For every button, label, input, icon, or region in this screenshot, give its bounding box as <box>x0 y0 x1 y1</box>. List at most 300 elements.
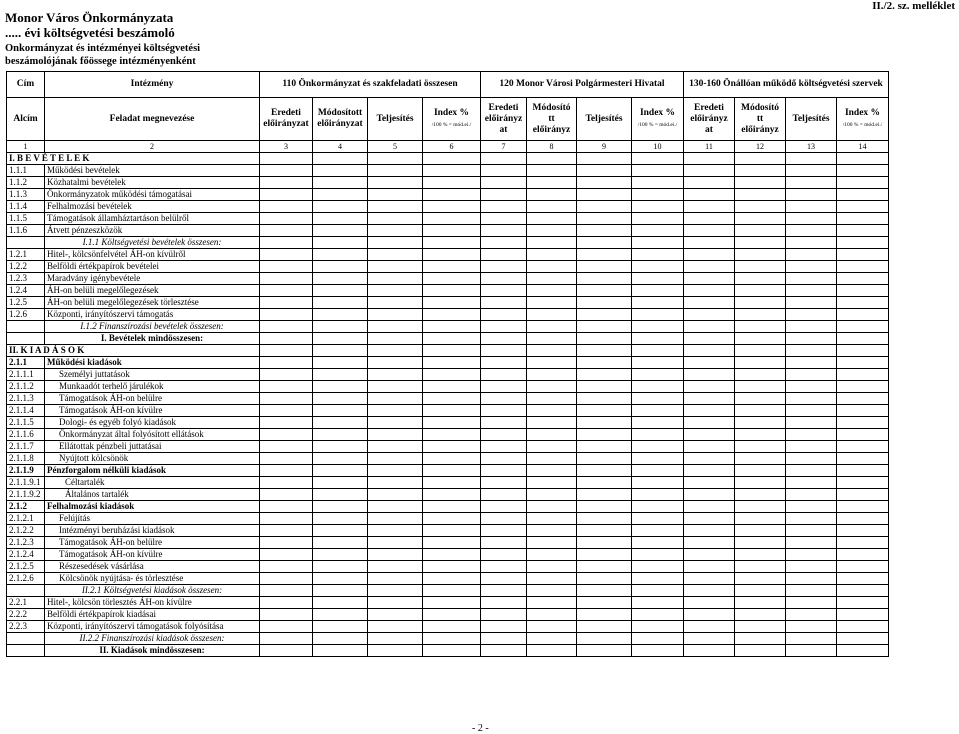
value-cell <box>481 165 527 177</box>
value-cell <box>632 165 684 177</box>
value-cell <box>423 405 481 417</box>
column-number: 13 <box>786 141 837 153</box>
value-cell <box>577 453 632 465</box>
value-cell <box>313 273 368 285</box>
value-cell <box>368 609 423 621</box>
value-cell <box>735 345 786 357</box>
row-name: Felhalmozási bevételek <box>45 201 260 213</box>
table-row <box>7 237 889 249</box>
column-number: 14 <box>837 141 889 153</box>
table-row <box>7 153 889 165</box>
value-cell <box>837 501 889 513</box>
value-cell <box>260 177 313 189</box>
value-cell <box>481 537 527 549</box>
g2-eredeti: Eredeti előirányz at <box>481 98 527 141</box>
value-cell <box>786 321 837 333</box>
row-code <box>7 321 45 333</box>
value-cell <box>481 213 527 225</box>
row-name: Támogatások ÁH-on belülre <box>45 393 260 405</box>
value-cell <box>313 429 368 441</box>
value-cell <box>684 153 735 165</box>
value-cell <box>735 357 786 369</box>
value-cell <box>577 549 632 561</box>
value-cell <box>632 573 684 585</box>
row-name: II. Kiadások mindösszesen: <box>45 645 260 657</box>
value-cell <box>527 549 577 561</box>
value-cell <box>527 597 577 609</box>
value-cell <box>684 309 735 321</box>
value-cell <box>632 189 684 201</box>
value-cell <box>577 273 632 285</box>
value-cell <box>260 645 313 657</box>
row-name: II.2.2 Finanszírozási kiadások összesen: <box>45 633 260 645</box>
value-cell <box>684 501 735 513</box>
row-code: 1.1.6 <box>7 225 45 237</box>
value-cell <box>786 297 837 309</box>
value-cell <box>837 537 889 549</box>
value-cell <box>313 537 368 549</box>
g3-teljesites: Teljesítés <box>786 98 837 141</box>
value-cell <box>368 465 423 477</box>
value-cell <box>837 429 889 441</box>
value-cell <box>260 393 313 405</box>
table-row <box>7 345 889 357</box>
value-cell <box>527 585 577 597</box>
value-cell <box>423 321 481 333</box>
value-cell <box>368 285 423 297</box>
value-cell <box>313 489 368 501</box>
value-cell <box>260 477 313 489</box>
value-cell <box>632 225 684 237</box>
value-cell <box>577 537 632 549</box>
value-cell <box>527 177 577 189</box>
value-cell <box>577 405 632 417</box>
value-cell <box>527 261 577 273</box>
value-cell <box>527 297 577 309</box>
table-row <box>7 477 889 489</box>
page-number: - 2 - <box>472 723 489 734</box>
group-120: 120 Monor Városi Polgármesteri Hivatal <box>481 72 684 98</box>
value-cell <box>527 225 577 237</box>
value-cell <box>423 297 481 309</box>
value-cell <box>837 297 889 309</box>
value-cell <box>368 429 423 441</box>
value-cell <box>837 405 889 417</box>
value-cell <box>684 177 735 189</box>
value-cell <box>786 621 837 633</box>
row-name: Részesedések vásárlása <box>45 561 260 573</box>
value-cell <box>577 621 632 633</box>
value-cell <box>313 177 368 189</box>
value-cell <box>527 321 577 333</box>
value-cell <box>527 537 577 549</box>
value-cell <box>786 345 837 357</box>
value-cell <box>368 165 423 177</box>
row-name: Hitel-, kölcsönfelvétel ÁH-on kívülről <box>45 249 260 261</box>
value-cell <box>481 177 527 189</box>
value-cell <box>735 597 786 609</box>
value-cell <box>313 609 368 621</box>
value-cell <box>577 177 632 189</box>
value-cell <box>684 393 735 405</box>
value-cell <box>481 441 527 453</box>
row-code: 2.1.1.4 <box>7 405 45 417</box>
row-name: Támogatások ÁH-on kívülre <box>45 549 260 561</box>
value-cell <box>837 309 889 321</box>
budget-table <box>6 71 889 657</box>
value-cell <box>423 501 481 513</box>
value-cell <box>423 225 481 237</box>
value-cell <box>260 465 313 477</box>
value-cell <box>577 417 632 429</box>
row-name: Kölcsönök nyújtása- és törlesztése <box>45 573 260 585</box>
value-cell <box>481 225 527 237</box>
row-code: 2.1.2.5 <box>7 561 45 573</box>
value-cell <box>786 261 837 273</box>
value-cell <box>837 525 889 537</box>
value-cell <box>786 285 837 297</box>
value-cell <box>313 621 368 633</box>
value-cell <box>735 513 786 525</box>
value-cell <box>577 609 632 621</box>
value-cell <box>786 369 837 381</box>
value-cell <box>632 645 684 657</box>
value-cell <box>786 225 837 237</box>
row-code: 2.1.1 <box>7 357 45 369</box>
value-cell <box>527 633 577 645</box>
value-cell <box>527 357 577 369</box>
value-cell <box>423 477 481 489</box>
value-cell <box>423 525 481 537</box>
value-cell <box>481 405 527 417</box>
row-code: 1.1.1 <box>7 165 45 177</box>
value-cell <box>368 561 423 573</box>
value-cell <box>786 609 837 621</box>
value-cell <box>368 621 423 633</box>
value-cell <box>837 549 889 561</box>
column-number: 10 <box>632 141 684 153</box>
value-cell <box>632 393 684 405</box>
value-cell <box>527 345 577 357</box>
value-cell <box>735 297 786 309</box>
value-cell <box>368 489 423 501</box>
value-cell <box>735 525 786 537</box>
value-cell <box>735 309 786 321</box>
value-cell <box>684 633 735 645</box>
table-row <box>7 645 889 657</box>
g3-eredeti: Eredeti előirányz at <box>684 98 735 141</box>
table-row <box>7 441 889 453</box>
value-cell <box>837 261 889 273</box>
value-cell <box>684 333 735 345</box>
row-code <box>7 585 45 597</box>
value-cell <box>837 345 889 357</box>
value-cell <box>684 573 735 585</box>
row-name: ÁH-on belüli megelőlegezések törlesztése <box>45 297 260 309</box>
value-cell <box>368 261 423 273</box>
value-cell <box>313 285 368 297</box>
row-name: ÁH-on belüli megelőlegezések <box>45 285 260 297</box>
value-cell <box>527 465 577 477</box>
value-cell <box>260 549 313 561</box>
value-cell <box>481 285 527 297</box>
table-row <box>7 381 889 393</box>
value-cell <box>368 369 423 381</box>
row-code: 2.1.1.3 <box>7 393 45 405</box>
value-cell <box>527 333 577 345</box>
value-cell <box>684 537 735 549</box>
value-cell <box>786 489 837 501</box>
value-cell <box>632 333 684 345</box>
value-cell <box>260 369 313 381</box>
value-cell <box>632 369 684 381</box>
value-cell <box>837 165 889 177</box>
title-line-1: Monor Város Önkormányzata <box>5 10 174 25</box>
value-cell <box>632 537 684 549</box>
value-cell <box>684 585 735 597</box>
value-cell <box>423 213 481 225</box>
value-cell <box>735 177 786 189</box>
g3-index: Index % /100 % = mód.ei./ <box>837 98 889 141</box>
value-cell <box>423 237 481 249</box>
value-cell <box>684 429 735 441</box>
value-cell <box>368 597 423 609</box>
value-cell <box>837 225 889 237</box>
value-cell <box>632 501 684 513</box>
value-cell <box>368 333 423 345</box>
value-cell <box>684 261 735 273</box>
value-cell <box>577 561 632 573</box>
value-cell <box>481 381 527 393</box>
value-cell <box>368 585 423 597</box>
value-cell <box>260 381 313 393</box>
value-cell <box>837 465 889 477</box>
value-cell <box>786 201 837 213</box>
value-cell <box>786 189 837 201</box>
table-row <box>7 633 889 645</box>
title-line-2: ..... évi költségvetési beszámoló <box>5 25 175 40</box>
value-cell <box>786 597 837 609</box>
value-cell <box>837 609 889 621</box>
row-name: I.1.1 Költségvetési bevételek összesen: <box>45 237 260 249</box>
value-cell <box>577 585 632 597</box>
value-cell <box>260 285 313 297</box>
value-cell <box>632 201 684 213</box>
value-cell <box>260 345 313 357</box>
g2-teljesites: Teljesítés <box>577 98 632 141</box>
section-heading: II. K I A D Á S O K <box>7 345 260 357</box>
value-cell <box>735 537 786 549</box>
value-cell <box>527 429 577 441</box>
value-cell <box>684 489 735 501</box>
value-cell <box>837 561 889 573</box>
value-cell <box>786 501 837 513</box>
value-cell <box>684 441 735 453</box>
row-name: Önkormányzatok működési támogatásai <box>45 189 260 201</box>
value-cell <box>837 285 889 297</box>
value-cell <box>260 453 313 465</box>
value-cell <box>313 297 368 309</box>
value-cell <box>786 273 837 285</box>
row-name: Központi, irányítószervi támogatások folyósítása <box>45 621 260 633</box>
table-row <box>7 621 889 633</box>
value-cell <box>632 249 684 261</box>
value-cell <box>527 237 577 249</box>
value-cell <box>368 537 423 549</box>
value-cell <box>837 513 889 525</box>
value-cell <box>481 645 527 657</box>
value-cell <box>313 189 368 201</box>
value-cell <box>481 273 527 285</box>
value-cell <box>313 549 368 561</box>
row-name: Központi, irányítószervi támogatás <box>45 309 260 321</box>
value-cell <box>786 573 837 585</box>
value-cell <box>260 597 313 609</box>
column-number: 6 <box>423 141 481 153</box>
value-cell <box>837 489 889 501</box>
value-cell <box>735 633 786 645</box>
value-cell <box>527 621 577 633</box>
row-name: Általános tartalék <box>45 489 260 501</box>
table-row <box>7 297 889 309</box>
value-cell <box>423 345 481 357</box>
value-cell <box>632 549 684 561</box>
value-cell <box>632 489 684 501</box>
value-cell <box>837 393 889 405</box>
row-code: 1.2.3 <box>7 273 45 285</box>
value-cell <box>735 153 786 165</box>
value-cell <box>632 177 684 189</box>
value-cell <box>684 297 735 309</box>
value-cell <box>786 405 837 417</box>
table-row <box>7 429 889 441</box>
value-cell <box>735 225 786 237</box>
value-cell <box>786 309 837 321</box>
value-cell <box>735 237 786 249</box>
row-name: I. Bevételek mindösszesen: <box>45 333 260 345</box>
value-cell <box>632 465 684 477</box>
value-cell <box>786 453 837 465</box>
table-row <box>7 417 889 429</box>
value-cell <box>837 585 889 597</box>
value-cell <box>260 249 313 261</box>
row-code: 2.1.2.4 <box>7 549 45 561</box>
value-cell <box>684 453 735 465</box>
value-cell <box>786 393 837 405</box>
value-cell <box>260 441 313 453</box>
value-cell <box>481 621 527 633</box>
value-cell <box>684 165 735 177</box>
value-cell <box>527 645 577 657</box>
value-cell <box>481 549 527 561</box>
value-cell <box>632 621 684 633</box>
value-cell <box>527 165 577 177</box>
value-cell <box>837 153 889 165</box>
value-cell <box>313 501 368 513</box>
value-cell <box>313 525 368 537</box>
value-cell <box>423 597 481 609</box>
value-cell <box>632 309 684 321</box>
value-cell <box>837 321 889 333</box>
value-cell <box>527 189 577 201</box>
value-cell <box>632 285 684 297</box>
row-code: 2.1.1.9.1 <box>7 477 45 489</box>
value-cell <box>684 189 735 201</box>
value-cell <box>313 165 368 177</box>
value-cell <box>368 573 423 585</box>
g1-index: Index % /100 % = mód.ei./ <box>423 98 481 141</box>
value-cell <box>684 273 735 285</box>
value-cell <box>423 549 481 561</box>
value-cell <box>577 513 632 525</box>
value-cell <box>684 225 735 237</box>
value-cell <box>260 573 313 585</box>
row-name: Önkormányzat által folyósított ellátások <box>45 429 260 441</box>
value-cell <box>481 249 527 261</box>
value-cell <box>313 333 368 345</box>
value-cell <box>684 381 735 393</box>
value-cell <box>837 417 889 429</box>
value-cell <box>423 561 481 573</box>
section-heading: I. B E V É T E L E K <box>7 153 260 165</box>
row-code: 1.2.6 <box>7 309 45 321</box>
value-cell <box>577 369 632 381</box>
value-cell <box>423 333 481 345</box>
attachment-label: II./2. sz. melléklet <box>872 0 955 12</box>
g2-modositott: Módosító tt előirányz <box>527 98 577 141</box>
value-cell <box>735 453 786 465</box>
value-cell <box>684 417 735 429</box>
row-code <box>7 645 45 657</box>
value-cell <box>527 285 577 297</box>
value-cell <box>735 201 786 213</box>
value-cell <box>735 561 786 573</box>
value-cell <box>577 225 632 237</box>
value-cell <box>577 285 632 297</box>
value-cell <box>577 189 632 201</box>
value-cell <box>481 429 527 441</box>
value-cell <box>527 501 577 513</box>
value-cell <box>423 585 481 597</box>
value-cell <box>368 645 423 657</box>
value-cell <box>577 153 632 165</box>
row-code: 2.1.2.2 <box>7 525 45 537</box>
value-cell <box>260 585 313 597</box>
value-cell <box>577 477 632 489</box>
value-cell <box>786 477 837 489</box>
value-cell <box>632 441 684 453</box>
value-cell <box>786 177 837 189</box>
value-cell <box>368 189 423 201</box>
value-cell <box>313 513 368 525</box>
value-cell <box>837 369 889 381</box>
col-feladat: Feladat megnevezése <box>45 98 260 141</box>
value-cell <box>684 249 735 261</box>
value-cell <box>423 489 481 501</box>
value-cell <box>786 333 837 345</box>
col-alcim: Alcím <box>7 98 45 141</box>
value-cell <box>368 417 423 429</box>
value-cell <box>368 273 423 285</box>
value-cell <box>527 381 577 393</box>
value-cell <box>260 189 313 201</box>
value-cell <box>837 633 889 645</box>
value-cell <box>368 153 423 165</box>
column-number: 9 <box>577 141 632 153</box>
value-cell <box>481 369 527 381</box>
value-cell <box>260 405 313 417</box>
value-cell <box>632 405 684 417</box>
